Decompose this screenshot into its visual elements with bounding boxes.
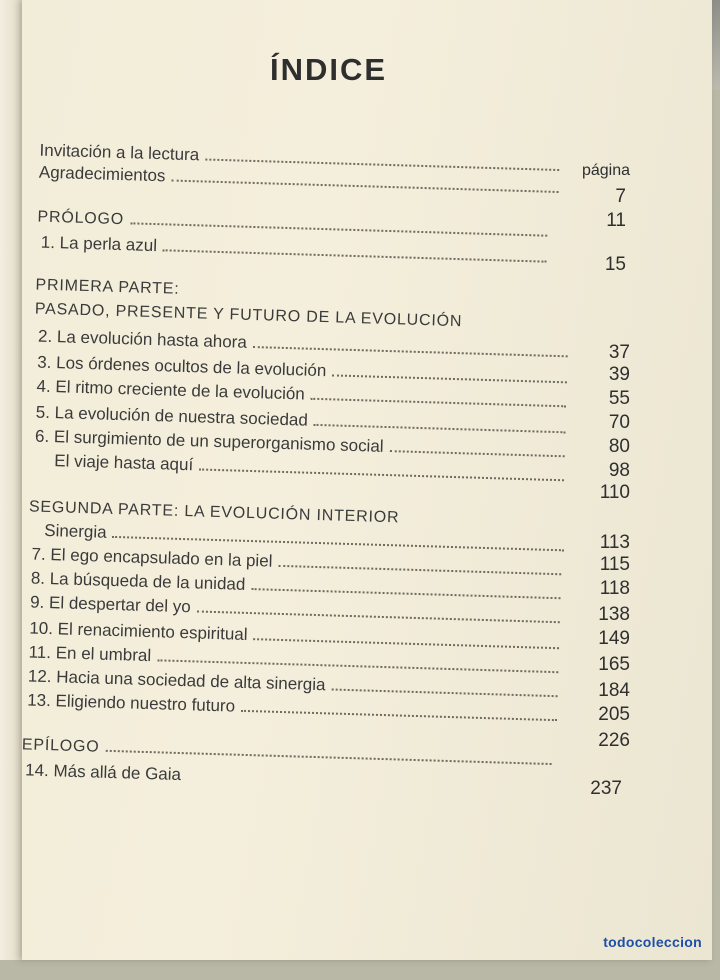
page-number: 237 <box>590 778 622 799</box>
toc-entry: Agradecimientos <box>39 163 559 198</box>
toc-entry: 6. El surgimiento de un superorganismo social <box>35 427 565 463</box>
toc-entry: 8. La búsqueda de la unidad <box>31 569 561 605</box>
page-number: 98 <box>608 460 630 481</box>
page-number: 138 <box>598 604 630 625</box>
page-number: 55 <box>608 388 630 409</box>
toc-entry: 3. Los órdenes ocultos de la evolución <box>37 353 567 389</box>
watermark: todocoleccion <box>603 934 702 950</box>
toc-entry: 2. La evolución hasta ahora <box>38 327 568 363</box>
section-heading: PRIMERA PARTE: <box>35 276 180 298</box>
toc-entry: 10. El renacimiento espiritual <box>29 618 559 654</box>
book-page <box>22 0 712 960</box>
page-number: 37 <box>608 342 630 363</box>
page-number: 226 <box>598 730 630 751</box>
page-number: 7 <box>615 186 626 207</box>
toc-entry: EPÍLOGO <box>22 736 552 770</box>
page-column-label: página <box>581 162 630 179</box>
toc-entry: 13. Eligiendo nuestro futuro <box>27 690 557 726</box>
toc-entry: 4. El ritmo creciente de la evolución <box>36 377 566 413</box>
toc-entry: Invitación a la lectura <box>39 141 559 176</box>
page-number: 205 <box>598 704 630 725</box>
page-number: 113 <box>599 532 630 553</box>
page-number: 165 <box>598 654 630 675</box>
section-heading: PASADO, PRESENTE Y FUTURO DE LA EVOLUCIÓN <box>34 300 463 331</box>
toc-entry: Sinergia <box>44 521 564 556</box>
toc-entry: 5. La evolución de nuestra sociedad <box>35 403 565 439</box>
page-number: 118 <box>599 578 630 599</box>
toc-entry: El viaje hasta aquí <box>54 451 564 486</box>
page-number: 70 <box>608 412 630 433</box>
toc-entry: 11. En el umbral <box>28 642 558 678</box>
page-number: 149 <box>598 628 630 649</box>
page-number: 184 <box>598 680 630 701</box>
section-heading: SEGUNDA PARTE: LA EVOLUCIÓN INTERIOR <box>28 498 400 527</box>
page-number: 39 <box>608 364 630 385</box>
page-number: 115 <box>599 554 630 575</box>
page-number: 80 <box>608 436 630 457</box>
page-number: 11 <box>606 210 626 231</box>
toc-entry: 9. El despertar del yo <box>30 593 560 629</box>
toc-entry: 7. El ego encapsulado en la piel <box>31 545 561 581</box>
page-number: 110 <box>599 482 630 503</box>
page-number: 15 <box>604 254 626 275</box>
toc-entry: 12. Hacia una sociedad de alta sinergia <box>28 666 558 702</box>
page-title: ÍNDICE <box>270 52 388 87</box>
toc-entry: 14. Más allá de Gaia <box>24 760 182 785</box>
toc-entry: PRÓLOGO <box>37 209 547 242</box>
toc-entry: 1. La perla azul <box>41 233 547 268</box>
